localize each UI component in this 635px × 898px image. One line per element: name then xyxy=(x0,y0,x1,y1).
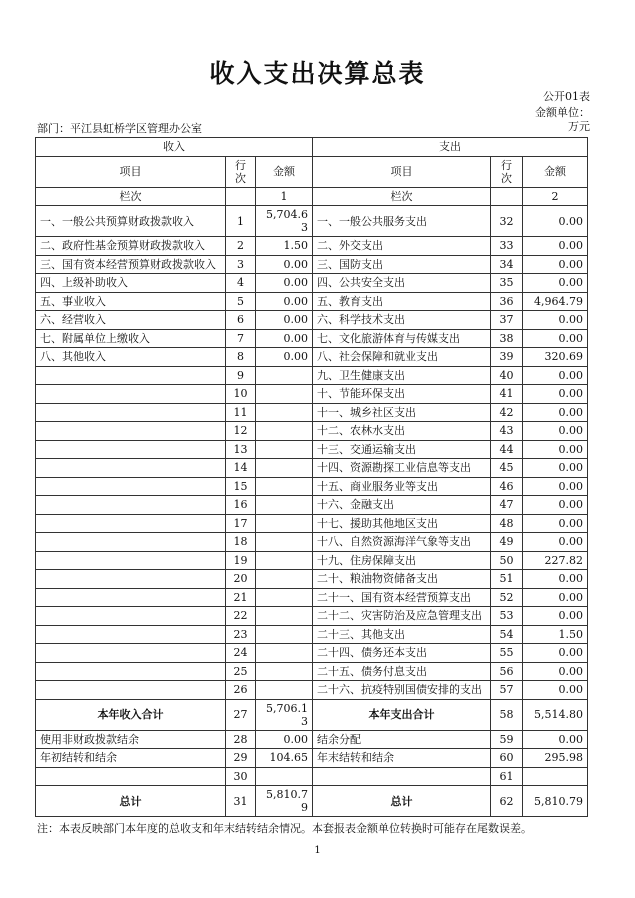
expense-line: 32 xyxy=(491,206,523,237)
expense-item: 年末结转和结余 xyxy=(313,749,491,768)
expense-amount: 0.00 xyxy=(523,329,588,348)
expense-line: 39 xyxy=(491,348,523,367)
expense-item: 三、国防支出 xyxy=(313,255,491,274)
expense-line: 46 xyxy=(491,477,523,496)
table-row xyxy=(36,699,588,730)
table-row xyxy=(36,237,588,256)
expense-item-header: 项目 xyxy=(313,156,491,187)
table-row xyxy=(36,422,588,441)
income-amount: 0.00 xyxy=(256,348,313,367)
expense-item: 二十五、债务付息支出 xyxy=(313,662,491,681)
table-row xyxy=(36,730,588,749)
income-item: 七、附属单位上缴收入 xyxy=(36,329,226,348)
table-row xyxy=(36,385,588,404)
table-row xyxy=(36,749,588,768)
expense-amount: 0.00 xyxy=(523,477,588,496)
income-amount xyxy=(256,767,313,786)
income-item: 一、一般公共预算财政拨款收入 xyxy=(36,206,226,237)
income-amount xyxy=(256,662,313,681)
income-item xyxy=(36,625,226,644)
income-item xyxy=(36,570,226,589)
expense-item xyxy=(313,767,491,786)
expense-line: 57 xyxy=(491,681,523,700)
income-amount xyxy=(256,570,313,589)
table-row xyxy=(36,570,588,589)
income-item xyxy=(36,644,226,663)
expense-item: 二十一、国有资本经营预算支出 xyxy=(313,588,491,607)
income-amount: 0.00 xyxy=(256,730,313,749)
income-line: 16 xyxy=(226,496,256,515)
income-line: 8 xyxy=(226,348,256,367)
expense-line: 58 xyxy=(491,699,523,730)
expense-item: 十八、自然资源海洋气象等支出 xyxy=(313,533,491,552)
income-item: 四、上级补助收入 xyxy=(36,274,226,293)
income-item xyxy=(36,459,226,478)
expense-item: 二十二、灾害防治及应急管理支出 xyxy=(313,607,491,626)
income-line: 17 xyxy=(226,514,256,533)
income-item xyxy=(36,681,226,700)
expense-amount xyxy=(523,767,588,786)
expense-line: 48 xyxy=(491,514,523,533)
income-item: 使用非财政拨款结余 xyxy=(36,730,226,749)
income-item xyxy=(36,514,226,533)
expense-column-no-label: 栏次 xyxy=(313,187,491,206)
income-line: 14 xyxy=(226,459,256,478)
income-item: 总计 xyxy=(36,786,226,817)
income-amount: 1.50 xyxy=(256,237,313,256)
income-line: 25 xyxy=(226,662,256,681)
expense-amount: 0.00 xyxy=(523,730,588,749)
expense-item: 十三、交通运输支出 xyxy=(313,440,491,459)
table-row xyxy=(36,588,588,607)
expense-amount: 0.00 xyxy=(523,311,588,330)
expense-line: 62 xyxy=(491,786,523,817)
table-row xyxy=(36,366,588,385)
table-row xyxy=(36,767,588,786)
expense-item: 二十六、抗疫特别国债安排的支出 xyxy=(313,681,491,700)
income-item: 年初结转和结余 xyxy=(36,749,226,768)
table-row xyxy=(36,292,588,311)
expense-item: 结余分配 xyxy=(313,730,491,749)
expense-item: 九、卫生健康支出 xyxy=(313,366,491,385)
expense-amount-header: 金额 xyxy=(523,156,588,187)
income-amount xyxy=(256,459,313,478)
income-item-header: 项目 xyxy=(36,156,226,187)
expense-line: 55 xyxy=(491,644,523,663)
expense-amount: 295.98 xyxy=(523,749,588,768)
income-line: 22 xyxy=(226,607,256,626)
income-amount xyxy=(256,440,313,459)
table-row xyxy=(36,329,588,348)
table-row xyxy=(36,477,588,496)
income-amount: 0.00 xyxy=(256,311,313,330)
expense-amount: 0.00 xyxy=(523,644,588,663)
expense-amount: 320.69 xyxy=(523,348,588,367)
income-line: 18 xyxy=(226,533,256,552)
expense-line: 52 xyxy=(491,588,523,607)
income-line: 20 xyxy=(226,570,256,589)
expense-item: 十、节能环保支出 xyxy=(313,385,491,404)
income-amount: 0.00 xyxy=(256,292,313,311)
expense-item: 二十三、其他支出 xyxy=(313,625,491,644)
expense-line: 60 xyxy=(491,749,523,768)
department: 部门：平江县虹桥学区管理办公室 xyxy=(37,122,202,135)
empty-cell xyxy=(491,187,523,206)
expense-header: 支出 xyxy=(313,138,588,157)
table-row xyxy=(36,644,588,663)
income-amount: 0.00 xyxy=(256,255,313,274)
expense-item: 十九、住房保障支出 xyxy=(313,551,491,570)
amount-unit: 金额单位：万元 xyxy=(535,106,590,133)
expense-item: 十四、资源勘探工业信息等支出 xyxy=(313,459,491,478)
income-item xyxy=(36,403,226,422)
income-column-no-label: 栏次 xyxy=(36,187,226,206)
income-line: 11 xyxy=(226,403,256,422)
expense-line-header: 行次 xyxy=(491,156,523,187)
income-amount: 0.00 xyxy=(256,274,313,293)
income-line: 21 xyxy=(226,588,256,607)
income-line: 28 xyxy=(226,730,256,749)
empty-cell xyxy=(226,187,256,206)
expense-amount: 0.00 xyxy=(523,274,588,293)
income-amount xyxy=(256,533,313,552)
expense-line: 50 xyxy=(491,551,523,570)
income-header: 收入 xyxy=(36,138,313,157)
income-item xyxy=(36,551,226,570)
income-line: 7 xyxy=(226,329,256,348)
income-line: 13 xyxy=(226,440,256,459)
income-item xyxy=(36,477,226,496)
income-line: 27 xyxy=(226,699,256,730)
page-title: 收入支出决算总表 xyxy=(209,59,426,88)
income-line: 15 xyxy=(226,477,256,496)
income-amount: 0.00 xyxy=(256,329,313,348)
expense-amount: 0.00 xyxy=(523,422,588,441)
expense-amount: 0.00 xyxy=(523,255,588,274)
income-amount xyxy=(256,366,313,385)
expense-amount: 0.00 xyxy=(523,237,588,256)
expense-line: 47 xyxy=(491,496,523,515)
expense-amount: 227.82 xyxy=(523,551,588,570)
expense-item: 七、文化旅游体育与传媒支出 xyxy=(313,329,491,348)
income-amount: 5,706.13 xyxy=(256,699,313,730)
income-item: 五、事业收入 xyxy=(36,292,226,311)
income-amount xyxy=(256,477,313,496)
footnote: 注：本表反映部门本年度的总收支和年末结转结余情况。本套报表金额单位转换时可能存在尾数误差。 xyxy=(37,822,532,835)
expense-item: 十五、商业服务业等支出 xyxy=(313,477,491,496)
income-line: 12 xyxy=(226,422,256,441)
table-row xyxy=(36,274,588,293)
expense-line: 53 xyxy=(491,607,523,626)
expense-amount: 0.00 xyxy=(523,588,588,607)
expense-line: 34 xyxy=(491,255,523,274)
expense-line: 35 xyxy=(491,274,523,293)
expense-item: 二十、粮油物资储备支出 xyxy=(313,570,491,589)
income-item: 二、政府性基金预算财政拨款收入 xyxy=(36,237,226,256)
expense-amount: 0.00 xyxy=(523,607,588,626)
income-line: 29 xyxy=(226,749,256,768)
income-item: 八、其他收入 xyxy=(36,348,226,367)
income-item xyxy=(36,422,226,441)
expense-item: 一、一般公共服务支出 xyxy=(313,206,491,237)
income-amount xyxy=(256,496,313,515)
table-row xyxy=(36,662,588,681)
income-line: 31 xyxy=(226,786,256,817)
income-amount xyxy=(256,607,313,626)
expense-line: 45 xyxy=(491,459,523,478)
income-item: 三、国有资本经营预算财政拨款收入 xyxy=(36,255,226,274)
table-row xyxy=(36,514,588,533)
income-amount xyxy=(256,403,313,422)
income-line: 9 xyxy=(226,366,256,385)
expense-item: 十二、农林水支出 xyxy=(313,422,491,441)
expense-item: 十六、金融支出 xyxy=(313,496,491,515)
income-column-no: 1 xyxy=(256,187,313,206)
expense-item: 十七、援助其他地区支出 xyxy=(313,514,491,533)
table-row xyxy=(36,496,588,515)
income-amount xyxy=(256,625,313,644)
expense-line: 33 xyxy=(491,237,523,256)
expense-amount: 0.00 xyxy=(523,459,588,478)
expense-amount: 0.00 xyxy=(523,440,588,459)
income-item xyxy=(36,662,226,681)
table-row xyxy=(36,551,588,570)
income-item: 六、经营收入 xyxy=(36,311,226,330)
income-line: 2 xyxy=(226,237,256,256)
income-line: 24 xyxy=(226,644,256,663)
table-row xyxy=(36,786,588,817)
expense-amount: 0.00 xyxy=(523,570,588,589)
expense-item: 十一、城乡社区支出 xyxy=(313,403,491,422)
income-line: 26 xyxy=(226,681,256,700)
expense-item: 二、外交支出 xyxy=(313,237,491,256)
income-item xyxy=(36,366,226,385)
income-line-header: 行次 xyxy=(226,156,256,187)
expense-amount: 0.00 xyxy=(523,385,588,404)
expense-item: 八、社会保障和就业支出 xyxy=(313,348,491,367)
expense-item: 六、科学技术支出 xyxy=(313,311,491,330)
income-amount xyxy=(256,514,313,533)
income-line: 1 xyxy=(226,206,256,237)
income-item xyxy=(36,607,226,626)
income-amount-header: 金额 xyxy=(256,156,313,187)
income-item xyxy=(36,496,226,515)
income-amount xyxy=(256,588,313,607)
expense-amount: 5,810.79 xyxy=(523,786,588,817)
income-amount xyxy=(256,422,313,441)
expense-amount: 0.00 xyxy=(523,206,588,237)
income-item: 本年收入合计 xyxy=(36,699,226,730)
expense-item: 二十四、债务还本支出 xyxy=(313,644,491,663)
expense-item: 五、教育支出 xyxy=(313,292,491,311)
expense-line: 38 xyxy=(491,329,523,348)
income-amount: 5,704.63 xyxy=(256,206,313,237)
income-item xyxy=(36,588,226,607)
expense-amount: 4,964.79 xyxy=(523,292,588,311)
expense-amount: 5,514.80 xyxy=(523,699,588,730)
expense-line: 40 xyxy=(491,366,523,385)
expense-line: 54 xyxy=(491,625,523,644)
expense-item: 本年支出合计 xyxy=(313,699,491,730)
income-line: 4 xyxy=(226,274,256,293)
expense-amount: 0.00 xyxy=(523,533,588,552)
expense-line: 49 xyxy=(491,533,523,552)
expense-line: 51 xyxy=(491,570,523,589)
table-row xyxy=(36,348,588,367)
income-amount xyxy=(256,681,313,700)
table-row xyxy=(36,625,588,644)
income-amount: 104.65 xyxy=(256,749,313,768)
table-row xyxy=(36,255,588,274)
page-number: 1 xyxy=(314,845,321,856)
income-expense-table xyxy=(35,137,588,817)
income-amount: 5,810.79 xyxy=(256,786,313,817)
income-line: 19 xyxy=(226,551,256,570)
form-number: 公开01表 xyxy=(543,90,590,103)
expense-amount: 0.00 xyxy=(523,403,588,422)
expense-amount: 0.00 xyxy=(523,514,588,533)
table-row xyxy=(36,206,588,237)
table-row xyxy=(36,459,588,478)
table-row xyxy=(36,681,588,700)
expense-item: 四、公共安全支出 xyxy=(313,274,491,293)
expense-line: 41 xyxy=(491,385,523,404)
income-line: 10 xyxy=(226,385,256,404)
expense-line: 61 xyxy=(491,767,523,786)
table-row xyxy=(36,533,588,552)
table-row xyxy=(36,440,588,459)
income-line: 5 xyxy=(226,292,256,311)
income-line: 3 xyxy=(226,255,256,274)
expense-line: 56 xyxy=(491,662,523,681)
expense-line: 42 xyxy=(491,403,523,422)
income-item xyxy=(36,385,226,404)
income-item xyxy=(36,533,226,552)
income-item xyxy=(36,767,226,786)
expense-amount: 1.50 xyxy=(523,625,588,644)
expense-item: 总计 xyxy=(313,786,491,817)
income-item xyxy=(36,440,226,459)
income-line: 6 xyxy=(226,311,256,330)
table-row xyxy=(36,311,588,330)
income-line: 30 xyxy=(226,767,256,786)
income-line: 23 xyxy=(226,625,256,644)
expense-amount: 0.00 xyxy=(523,662,588,681)
income-amount xyxy=(256,644,313,663)
expense-amount: 0.00 xyxy=(523,366,588,385)
expense-line: 59 xyxy=(491,730,523,749)
expense-amount: 0.00 xyxy=(523,496,588,515)
income-amount xyxy=(256,551,313,570)
expense-line: 44 xyxy=(491,440,523,459)
expense-line: 36 xyxy=(491,292,523,311)
table-row xyxy=(36,403,588,422)
income-amount xyxy=(256,385,313,404)
table-row xyxy=(36,607,588,626)
expense-amount: 0.00 xyxy=(523,681,588,700)
expense-line: 43 xyxy=(491,422,523,441)
expense-column-no: 2 xyxy=(523,187,588,206)
expense-line: 37 xyxy=(491,311,523,330)
